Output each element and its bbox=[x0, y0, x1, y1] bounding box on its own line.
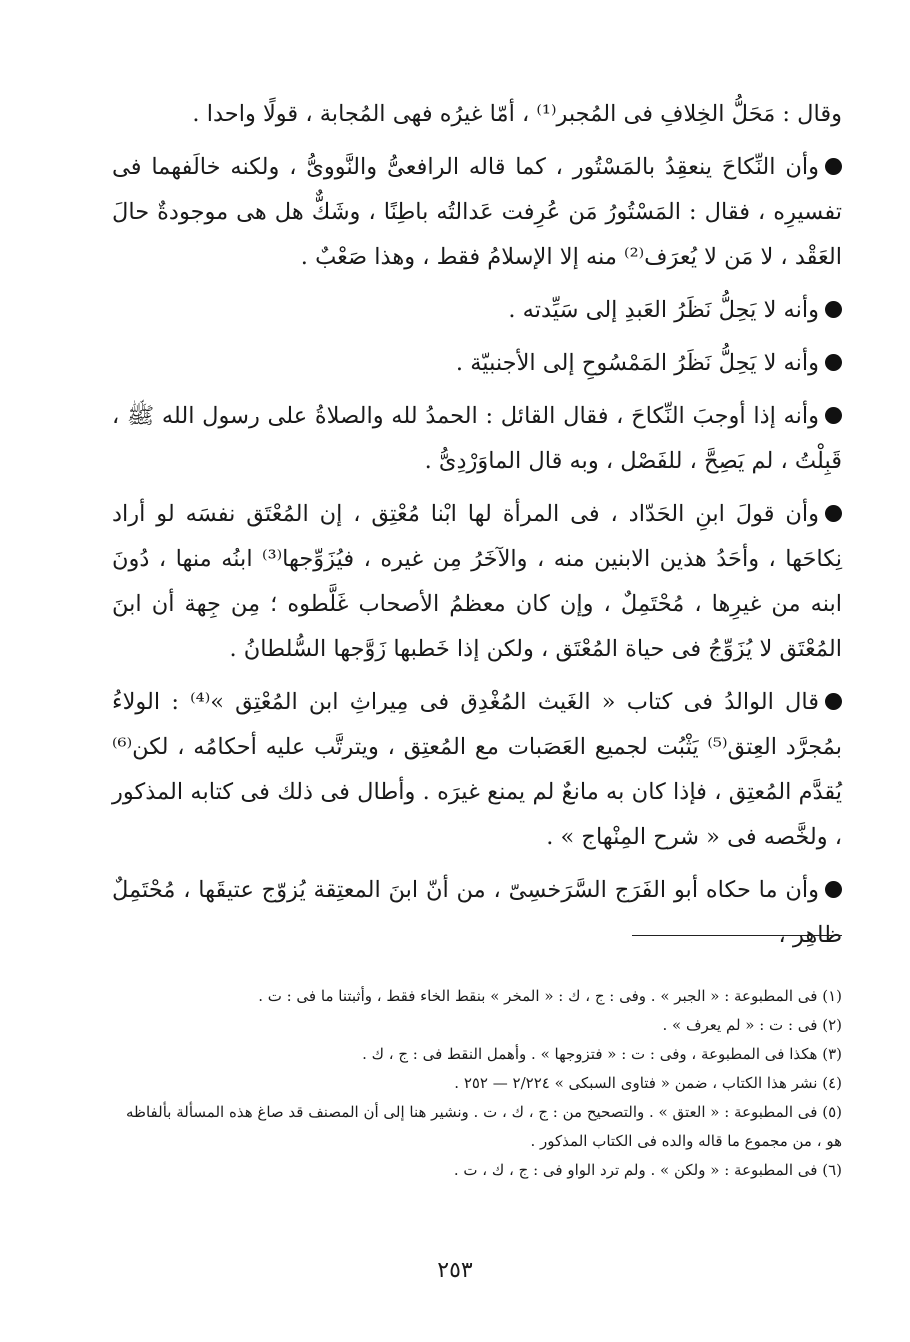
bullet-icon bbox=[825, 881, 842, 898]
bullet-icon bbox=[825, 158, 842, 175]
footnote-5: (٥) فى المطبوعة : « العتق » . والتصحيح من : ج ، ك ، ت . ونشير هنا إلى أن المصنف قد صاغ هذه المسألة بألفاظه هو ، من مجموع ما قاله والده فى الكتاب المذكور . bbox=[126, 1103, 842, 1150]
bullet-icon bbox=[825, 301, 842, 318]
paragraph-text: قال الوالدُ فى كتاب « الغَيث المُغْدِق فى مِيراثِ ابن المُعْتِق »⁽⁴⁾ : الولاءُ بمُجرَّد العِتق⁽⁵⁾ يَثْبُت لجميع العَصَبات مع المُعتِق ، ويترتَّب عليه أحكامُه ، لكن⁽⁶⁾ يُقدَّم المُعتِق ، فإذا كان به مانعٌ لم يمنع غيرَه . وأطال فى ذلك فى كتابه المذكور ، ولخَّصه فى « شرح المِنْهاج » . bbox=[112, 689, 842, 850]
paragraph-text: وأن النِّكاحَ ينعقِدُ بالمَسْتُور ، كما قاله الرافعىُّ والنَّووىُّ ، ولكنه خالَفهما فى تفسيرِه ، فقال : المَسْتُورُ مَن عُرِفت عَدالتُه باطِنًا ، وشَكٌّ هل هى موجودةٌ حالَ العَقْد ، لا مَن لا يُعرَف⁽²⁾ منه إلا الإسلامُ فقط ، وهذا صَعْبٌ . bbox=[112, 154, 842, 270]
bullet-icon bbox=[825, 354, 842, 371]
bullet-icon bbox=[825, 693, 842, 710]
footnote-6: (٦) فى المطبوعة : « ولكن » . ولم ترد الواو فى : ج ، ك ، ت . bbox=[453, 1161, 842, 1179]
paragraph-6 bbox=[112, 492, 842, 672]
paragraph-text: وقال : مَحَلُّ الخِلافِ فى المُجبر⁽¹⁾ ، أمّا غيرُه فهى المُجابة ، قولًا واحدا . bbox=[192, 101, 842, 127]
footnote-1: (١) فى المطبوعة : « الجبر » . وفى : ج ، ك : « المخر » بنقط الخاء فقط ، وأثبتنا ما فى : ت . bbox=[258, 987, 842, 1005]
footnote-4: (٤) نشر هذا الكتاب ، ضمن « فتاوى السبكى » ٢/٢٢٤ — ٢٥٢ . bbox=[454, 1074, 842, 1092]
paragraph-text: وأنه إذا أوجبَ النِّكاحَ ، فقال القائل : الحمدُ لله والصلاةُ على رسول الله ﷺ ، قَبِلْتُ ، لم يَصِحَّ ، للفَصْل ، وبه قال الماوَرْدِىُّ . bbox=[112, 403, 842, 474]
footnote-3: (٣) هكذا فى المطبوعة ، وفى : ت : « فتزوجها » . وأهمل النقط فى : ج ، ك . bbox=[362, 1045, 842, 1063]
footnotes bbox=[112, 982, 842, 1185]
paragraph-text: وأن ما حكاه أبو الفَرَج السَّرَخسِىّ ، من أنّ ابنَ المعتِقة يُزوّج عتيقَها ، مُحْتَمِلٌ ظاهِر ، bbox=[112, 877, 842, 948]
bullet-icon bbox=[825, 407, 842, 424]
paragraph-text: وأنه لا يَحِلُّ نَظَرُ العَبدِ إلى سَيِّدته . bbox=[508, 297, 819, 323]
paragraph-1 bbox=[112, 92, 842, 137]
page-number: ٢٥٣ bbox=[437, 1258, 473, 1283]
paragraph-text: وأن قولَ ابنِ الحَدّاد ، فى المرأة لها ابْنا مُعْتِق ، إن المُعْتَق نفسَه لو أراد نِكاحَها ، وأحَدُ هذين الابنين منه ، والآخَرُ مِن غيره ، فيُزَوِّجها⁽³⁾ ابنُه منها ، دُونَ ابنه من غيرِها ، مُحْتَمِلٌ ، وإن كان معظمُ الأصحاب غَلَّطوه ؛ مِن جِهة أن ابنَ المُعْتَق لا يُزَوِّجُ فى حياة المُعْتَق ، ولكن إذا خَطبها زَوَّجها السُّلطانُ . bbox=[112, 501, 842, 662]
paragraph-8 bbox=[112, 868, 842, 958]
paragraph-text: وأنه لا يَحِلُّ نَظَرُ المَمْسُوحِ إلى الأجنبيّة . bbox=[455, 350, 819, 376]
main-text-body bbox=[112, 92, 842, 966]
paragraph-4 bbox=[112, 341, 842, 386]
paragraph-2 bbox=[112, 145, 842, 280]
footnote-2: (٢) فى : ت : « لم يعرف » . bbox=[662, 1016, 842, 1034]
footnote-separator bbox=[632, 935, 842, 936]
paragraph-5 bbox=[112, 394, 842, 484]
paragraph-7 bbox=[112, 680, 842, 860]
bullet-icon bbox=[825, 505, 842, 522]
paragraph-3 bbox=[112, 288, 842, 333]
